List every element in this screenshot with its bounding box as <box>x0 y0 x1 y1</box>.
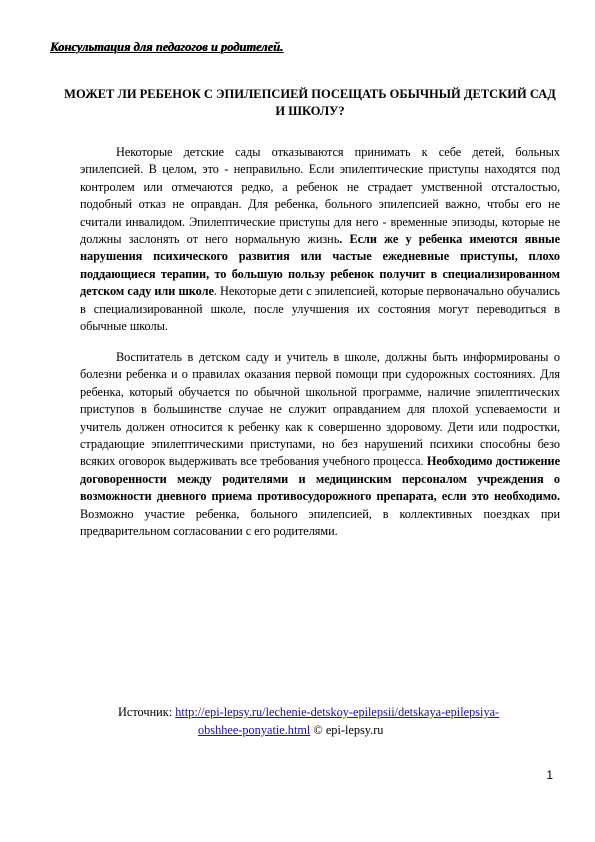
paragraph-2-text-b: Возможно участие ребенка, больного эпилепсией, в коллективных поездках при предварительном согласовании с его родителями. <box>80 506 560 539</box>
page-number: 1 <box>546 768 553 782</box>
document-title: МОЖЕТ ЛИ РЕБЕНОК С ЭПИЛЕПСИЕЙ ПОСЕЩАТЬ ОБЫЧНЫЙ ДЕТСКИЙ САД И ШКОЛУ? <box>64 87 556 118</box>
paragraph-2 <box>80 349 560 540</box>
paragraph-1 <box>80 144 560 335</box>
source-label: Источник: <box>118 705 176 719</box>
source-copyright: © epi-lepsy.ru <box>310 723 384 737</box>
paragraph-2-bold: Необходимо достижение договоренности между родителями и медицинским персоналом учреждения о возможности дневного приема противосудорожного препарата, если это необходимо. <box>80 454 560 504</box>
paragraph-1-text-b: . Некоторые дети с эпилепсией, которые первоначально обучались в специализированной школе, после улучшения их состояния могут переводиться в обычные школы. <box>80 284 560 334</box>
paragraph-1-bold: . Если же у ребенка имеются явные нарушения психического развития или частые ежедневные приступы, плохо поддающиеся терапии, то большую пользу ребенок получит в специализированном детском саду или школе <box>80 232 560 299</box>
source-link-part-2[interactable]: obshhee-ponyatie.html <box>198 723 311 737</box>
source-link-part-1[interactable]: http://epi-lepsy.ru/lechenie-detskoy-epilepsii/detskaya-epilepsiya- <box>175 705 500 719</box>
paragraph-1-text-a: Некоторые детские сады отказываются принимать к себе детей, больных эпилепсией. В целом, это - неправильно. Если эпилептические приступы находятся под контролем или отмечаются редко, а ребенок не страдает умственной отсталостью, подобный отказ не оправдан. Для ребенка, больного эпилепсией важно, чтобы его не считали инвалидом. Эпилептические приступы для него - временные эпизоды, которые не должны заслонять от него нормальную жизнь <box>80 145 560 247</box>
source-citation <box>118 703 558 739</box>
paragraph-2-text-a: Воспитатель в детском саду и учитель в школе, должны быть информированы о болезни ребенка и о правилах оказания первой помощи при судорожных состояниях. Для ребенка, который обучается по обычной школьной программе, наличие эпилептических приступов в большинстве случае не служит оправданием для плохой успеваемости и учитель должен относится к ребенку как к совершенно здоровому. Дети или подростки, страдающие эпилептическими приступами, но без нарушений психики способны безо всяких оговорок выдерживать все требования учебного процесса. <box>80 350 560 469</box>
header-note: Консультация для педагогов и родителей. <box>50 40 284 54</box>
